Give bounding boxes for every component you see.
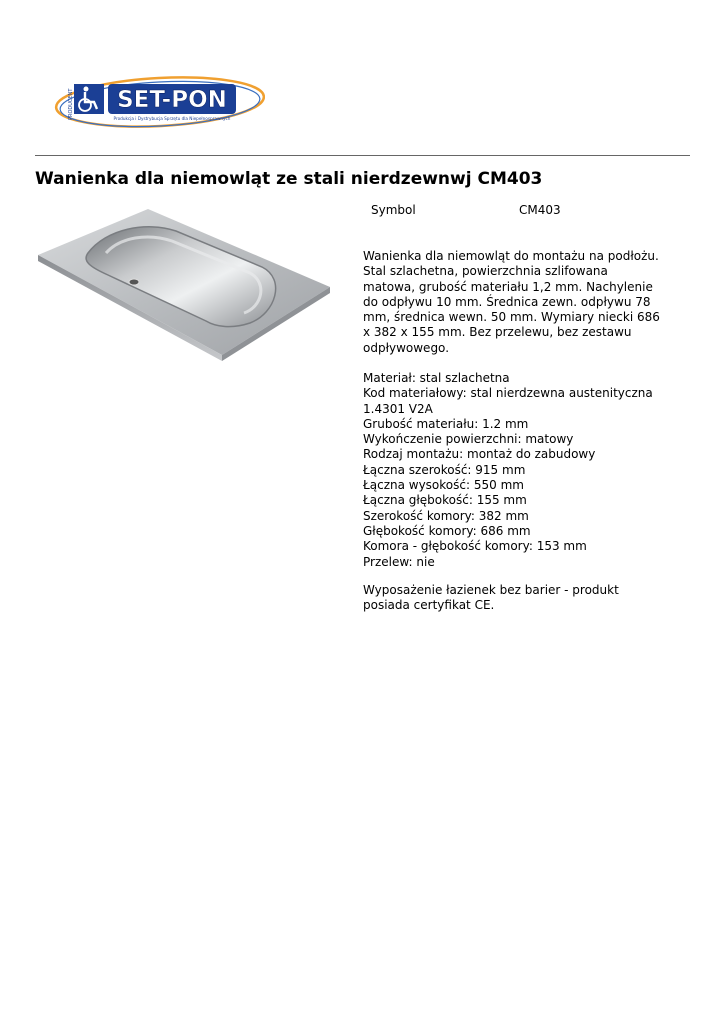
symbol-label: Symbol [371,203,416,217]
product-properties [363,371,673,570]
certificate-note [363,583,673,614]
description-line: mm, średnica wewn. 50 mm. Wymiary niecki 686 [363,310,660,325]
symbol-value: CM403 [519,203,561,217]
description-line: Stal szlachetna, powierzchnia szlifowana [363,264,608,279]
property-line: Grubość materiału: 1.2 mm [363,416,529,431]
property-line: Łączna wysokość: 550 mm [363,478,524,493]
description-line: x 382 x 155 mm. Bez przelewu, bez zestawu [363,325,632,340]
description-line: odpływowego. [363,340,450,355]
property-line: Szerokość komory: 382 mm [363,508,529,523]
property-line: Rodzaj montażu: montaż do zabudowy [363,447,596,462]
property-line: Kod materiałowy: stal nierdzewna austenityczna [363,386,653,401]
property-line: Materiał: stal szlachetna [363,371,510,385]
description-line: Wanienka dla niemowląt do montażu na podłożu. [363,249,659,263]
property-line: Łączna szerokość: 915 mm [363,462,526,477]
product-image [36,205,332,363]
logo-tagline: Produkcja i Dystrybucja Sprzętu dla Niepełnosprawnych [113,116,231,121]
logo-side-text: PRODUCENT [68,88,74,120]
logo-brand: SET-PON [117,87,227,113]
description-line: do odpływu 10 mm. Średnica zewn. odpływu 78 [363,294,651,309]
certificate-line: posiada certyfikat CE. [363,598,495,613]
page-title: Wanienka dla niemowląt ze stali nierdzewnwj CM403 [35,169,543,189]
property-line: Wykończenie powierzchni: matowy [363,432,574,447]
property-line: Głębokość komory: 686 mm [363,523,531,538]
property-line: Łączna głębokość: 155 mm [363,493,527,508]
description-line: matowa, grubość materiału 1,2 mm. Nachylenie [363,279,653,294]
property-line: Komora - głębokość komory: 153 mm [363,539,587,554]
wheelchair-icon [74,84,104,114]
product-description [363,249,673,356]
certificate-line: Wyposażenie łazienek bez barier - produkt [363,583,619,597]
property-line: 1.4301 V2A [363,401,433,416]
header-divider [35,155,690,156]
property-line: Przelew: nie [363,554,435,569]
company-logo [50,70,265,135]
